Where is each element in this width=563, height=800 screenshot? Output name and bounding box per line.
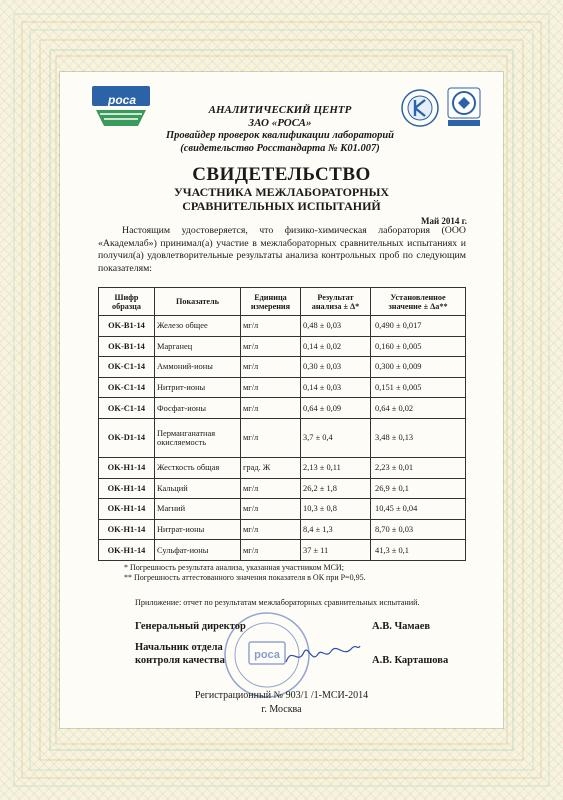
col-header-set-value: Установленное значение ± Δa** (371, 288, 466, 316)
table-row (99, 357, 466, 378)
col-header-indicator: Показатель (155, 288, 241, 316)
cell-indicator: Марганец (155, 336, 241, 357)
cell-code: OK-H1-14 (99, 499, 155, 520)
director-title: Генеральный директор (135, 621, 246, 632)
cell-code: OK-C1-14 (99, 398, 155, 419)
cell-unit: мг/л (241, 316, 301, 337)
cell-unit: мг/л (241, 540, 301, 561)
cell-indicator: Фосфат-ионы (155, 398, 241, 419)
handwritten-signature (282, 640, 362, 670)
cell-set-value: 10,45 ± 0,04 (371, 499, 466, 520)
header-provider: Провайдер проверок квалификации лабораторий (165, 130, 395, 141)
table-row (99, 316, 466, 337)
table-row (99, 478, 466, 499)
cell-indicator: Нитрат-ионы (155, 519, 241, 540)
table-row (99, 398, 466, 419)
header-org: АНАЛИТИЧЕСКИЙ ЦЕНТР (208, 104, 352, 116)
rst-certification-icon (444, 86, 484, 130)
intro-paragraph: Настоящим удостоверяется, что физико-химическая лаборатория (ООО «Академлаб») принимал(а) участие в межлабораторных сравнительных испытаниях и получил(а) удовлетворительные результаты анализа контрольных проб по следующим показателям: (98, 225, 466, 274)
cell-set-value: 3,48 ± 0,13 (371, 418, 466, 457)
footnote-2: ** Погрешность аттестованного значения показателя в ОК при P=0,95. (124, 573, 366, 582)
cell-result: 37 ± 11 (301, 540, 371, 561)
cell-set-value: 0,160 ± 0,005 (371, 336, 466, 357)
cell-unit: мг/л (241, 398, 301, 419)
cell-unit: мг/л (241, 357, 301, 378)
cell-code: OK-C1-14 (99, 377, 155, 398)
cell-set-value: 41,3 ± 0,1 (371, 540, 466, 561)
cell-indicator: Нитрит-ионы (155, 377, 241, 398)
cell-code: OK-D1-14 (99, 418, 155, 457)
cell-result: 26,2 ± 1,8 (301, 478, 371, 499)
cell-indicator: Кальций (155, 478, 241, 499)
cell-unit: мг/л (241, 499, 301, 520)
cell-set-value: 2,23 ± 0,01 (371, 458, 466, 479)
table-row (99, 377, 466, 398)
document-subtitle-1: УЧАСТНИКА МЕЖЛАБОРАТОРНЫХ (173, 185, 390, 199)
head-title-line2: контроля качества (135, 655, 225, 666)
stamp-text: роса (254, 649, 280, 661)
city: г. Москва (261, 704, 302, 715)
cell-result: 3,7 ± 0,4 (301, 418, 371, 457)
cell-set-value: 26,9 ± 0,1 (371, 478, 466, 499)
cell-indicator: Аммоний-ионы (155, 357, 241, 378)
results-table (98, 287, 466, 561)
cell-result: 0,48 ± 0,03 (301, 316, 371, 337)
header-certificate-ref: (свидетельство Росстандарта № К01.007) (180, 143, 380, 154)
table-row (99, 540, 466, 561)
appendix-note: Приложение: отчет по результатам межлабораторных сравнительных испытаний. (135, 598, 420, 607)
cell-result: 10,3 ± 0,8 (301, 499, 371, 520)
cell-indicator: Железо общее (155, 316, 241, 337)
cell-code: OK-H1-14 (99, 540, 155, 561)
cell-code: OK-H1-14 (99, 519, 155, 540)
cell-unit: мг/л (241, 418, 301, 457)
footnote-1: * Погрешность результата анализа, указанная участником МСИ; (124, 563, 344, 572)
cell-code: OK-H1-14 (99, 458, 155, 479)
table-row (99, 458, 466, 479)
cell-set-value: 0,64 ± 0,02 (371, 398, 466, 419)
cell-set-value: 8,70 ± 0,03 (371, 519, 466, 540)
col-header-code: Шифр образца (99, 288, 155, 316)
registration-number: Регистрационный № 903/1 /1-МСИ-2014 (194, 690, 369, 701)
cell-result: 0,14 ± 0,02 (301, 336, 371, 357)
director-name: А.В. Чамаев (372, 621, 431, 632)
table-row (99, 499, 466, 520)
head-name: А.В. Карташова (372, 655, 449, 666)
head-title-line1: Начальник отдела (135, 642, 223, 653)
cell-set-value: 0,490 ± 0,017 (371, 316, 466, 337)
col-header-result: Результат анализа ± Δ* (301, 288, 371, 316)
issue-date: Май 2014 г. (420, 216, 467, 226)
cell-result: 0,64 ± 0,09 (301, 398, 371, 419)
header-company: ЗАО «РОСА» (248, 117, 312, 129)
cell-code: OK-C1-14 (99, 357, 155, 378)
cell-result: 8,4 ± 1,3 (301, 519, 371, 540)
cell-indicator: Перманганатная окисляемость (155, 418, 241, 457)
document-title: СВИДЕТЕЛЬСТВО (192, 164, 371, 185)
table-row (99, 519, 466, 540)
cell-indicator: Жесткость общая (155, 458, 241, 479)
cell-code: OK-H1-14 (99, 478, 155, 499)
cell-unit: мг/л (241, 377, 301, 398)
logo-text: роса (108, 93, 137, 107)
cell-result: 2,13 ± 0,11 (301, 458, 371, 479)
cell-result: 0,30 ± 0,03 (301, 357, 371, 378)
cell-set-value: 0,300 ± 0,009 (371, 357, 466, 378)
table-row (99, 336, 466, 357)
cell-indicator: Сульфат-ионы (155, 540, 241, 561)
cell-unit: мг/л (241, 519, 301, 540)
rosa-logo (92, 84, 150, 128)
document-subtitle-2: СРАВНИТЕЛЬНЫХ ИСПЫТАНИЙ (182, 199, 381, 213)
cell-set-value: 0,151 ± 0,005 (371, 377, 466, 398)
cell-unit: мг/л (241, 336, 301, 357)
cell-code: OK-B1-14 (99, 336, 155, 357)
cell-unit: мг/л (241, 478, 301, 499)
cell-code: OK-B1-14 (99, 316, 155, 337)
table-header-row (99, 288, 466, 316)
cell-unit: град. Ж (241, 458, 301, 479)
cell-indicator: Магний (155, 499, 241, 520)
cell-result: 0,14 ± 0,03 (301, 377, 371, 398)
table-row (99, 418, 466, 457)
col-header-unit: Единица измерения (241, 288, 301, 316)
